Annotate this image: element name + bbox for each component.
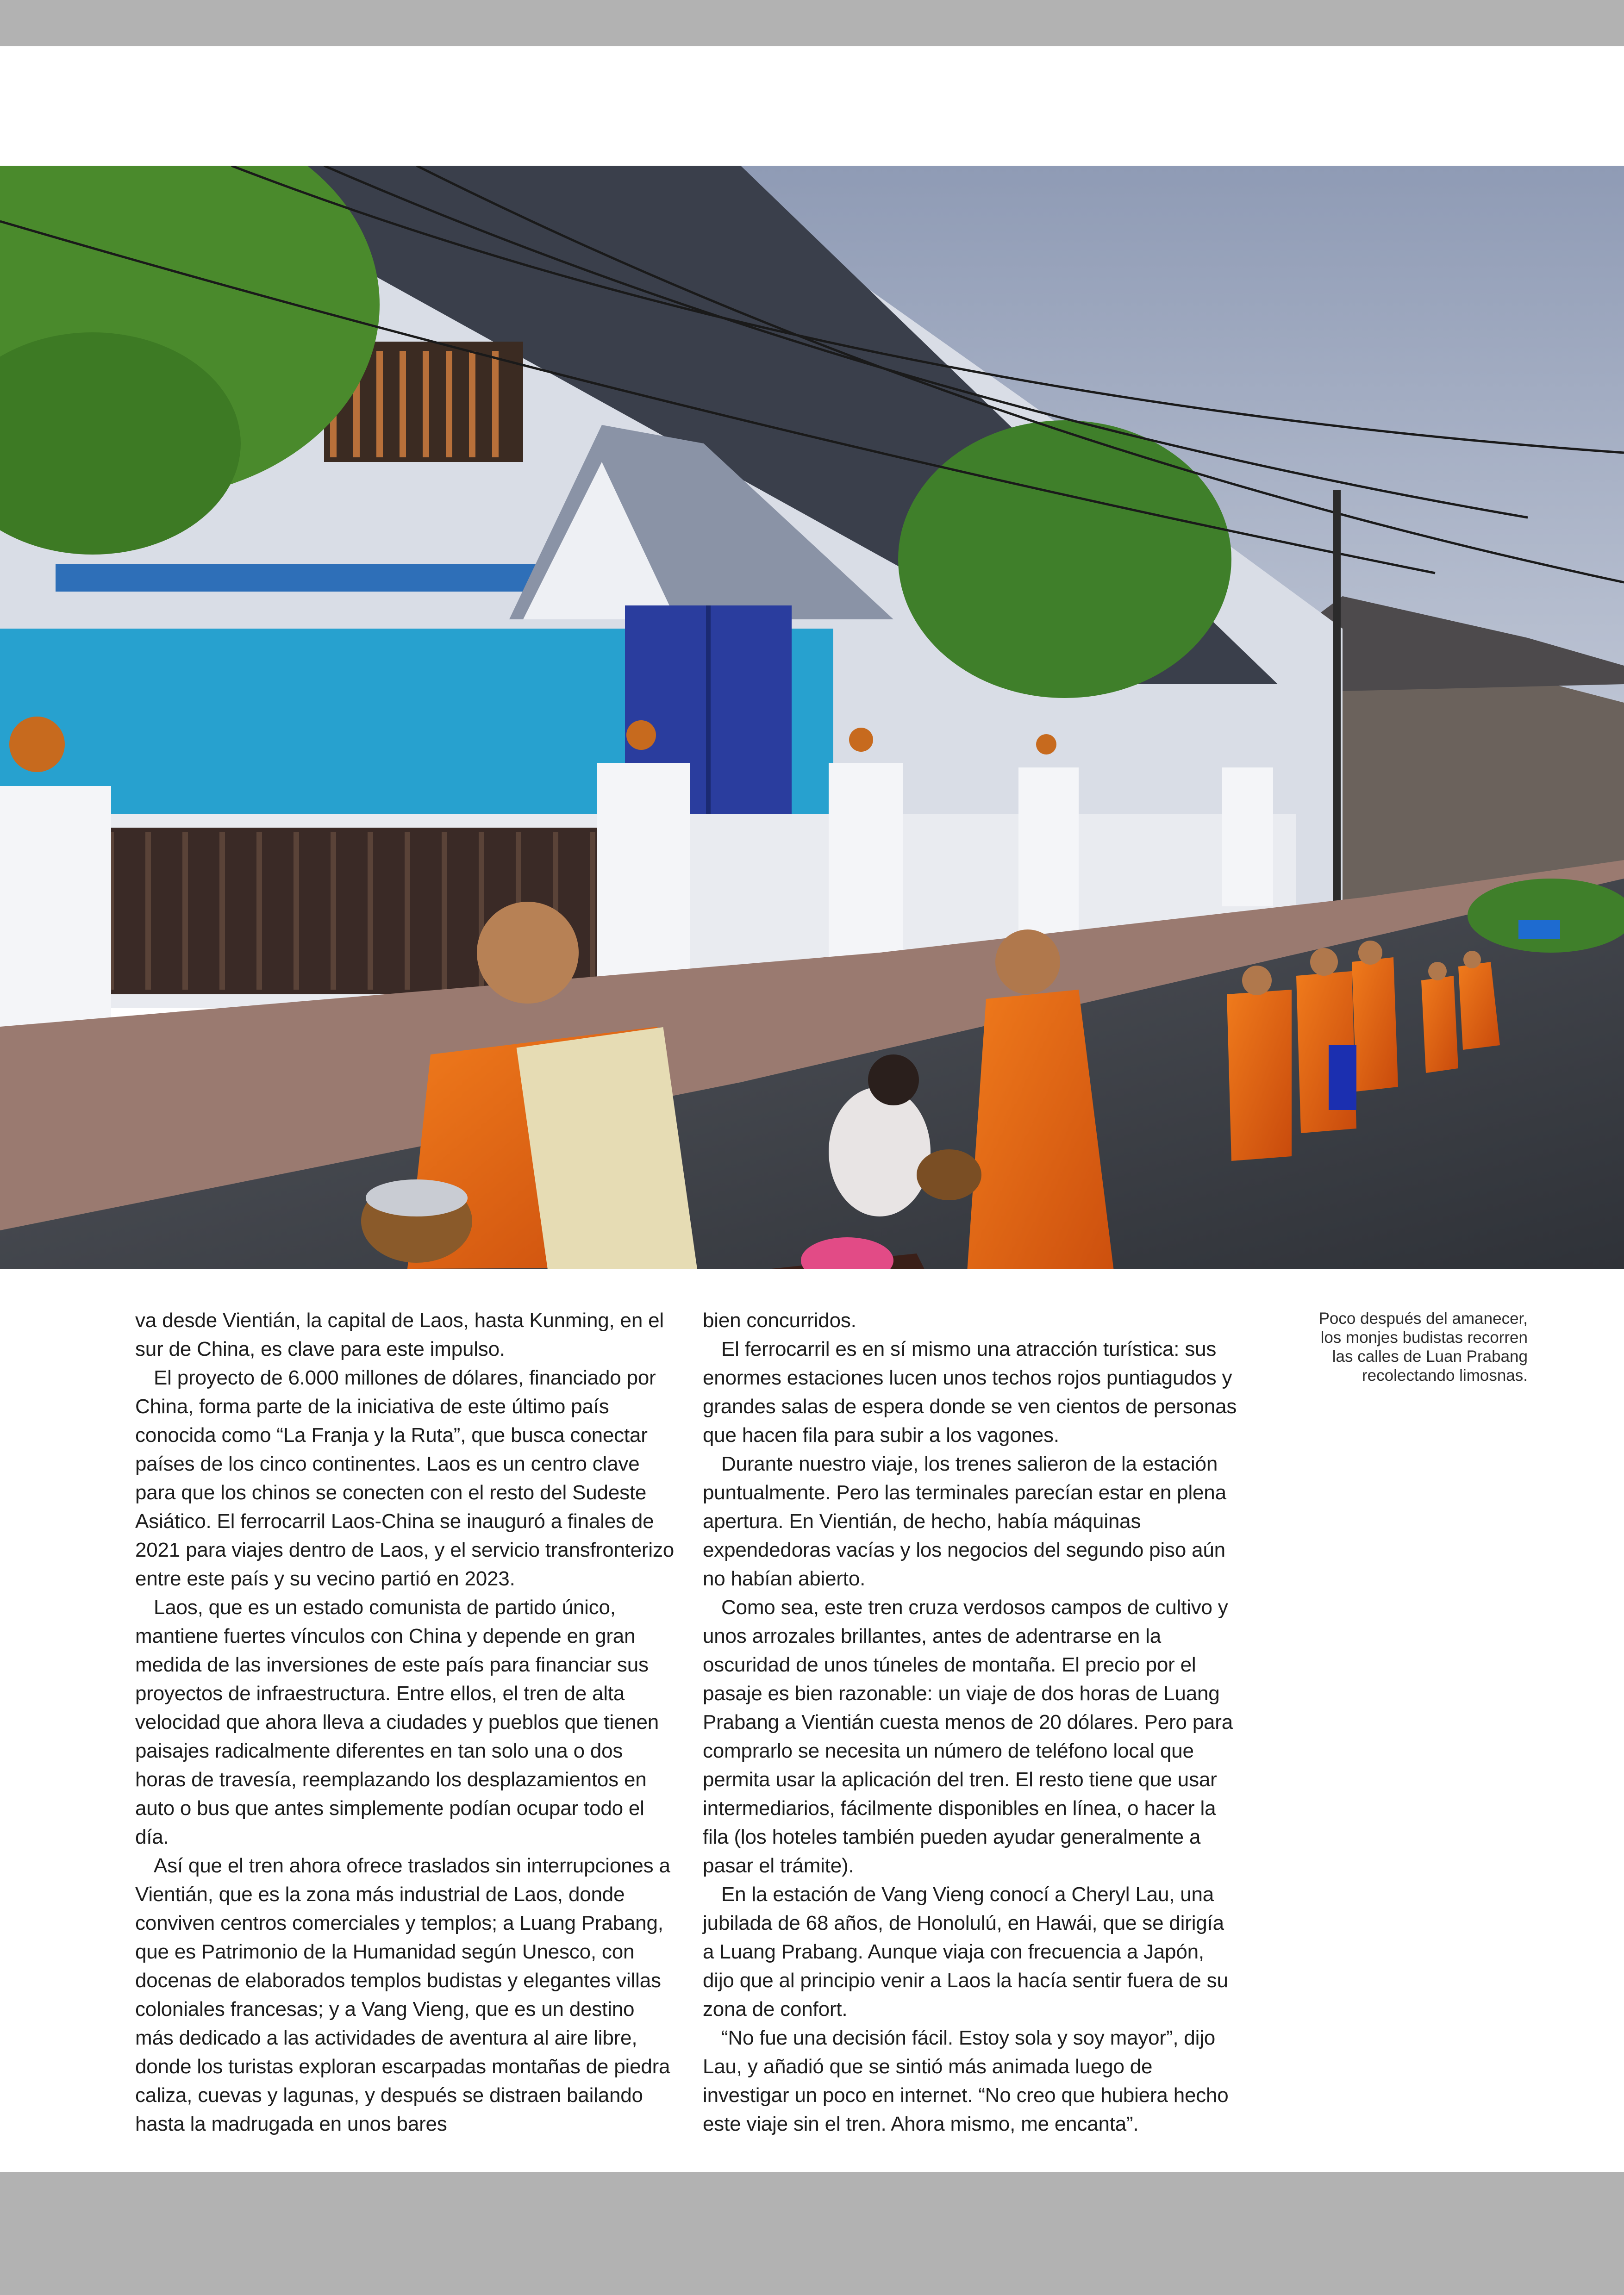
paragraph: Así que el tren ahora ofrece traslados sin interrupciones a Vientián, que es la zona más industrial de Laos, donde conviven centros comerciales y templos; a Luang Prabang, que es Patrimonio de la Humanidad según Unesco, con docenas de elaborados templos budistas y elegantes villas coloniales francesas; y a Vang Vieng, que es un destino más dedicado a las actividades de aventura al aire libre, donde los turistas exploran escarpadas montañas de piedra caliza, cuevas y lagunas, y después se distraen bailando hasta la madrugada en unos bares <box>135 1854 670 2135</box>
article-column-1 <box>135 1306 677 2139</box>
paragraph: “No fue una decisión fácil. Estoy sola y soy mayor”, dijo Lau, y añadió que se sintió más animada luego de investigar un poco en internet. “No creo que hubiera hecho este viaje sin el tren. Ahora mismo, me encanta”. <box>703 2027 1229 2135</box>
photo-illustration <box>0 166 1624 1269</box>
paragraph: va desde Vientián, la capital de Laos, hasta Kunming, en el sur de China, es clave para este impulso. <box>135 1309 664 1360</box>
paragraph: Como sea, este tren cruza verdosos campos de cultivo y unos arrozales brillantes, antes de adentrarse en la oscuridad de unos túneles de montaña. El precio por el pasaje es bien razonable: un viaje de dos horas de Luang Prabang a Vientián cuesta menos de 20 dólares. Pero para comprarlo se necesita un número de teléfono local que permita usar la aplicación del tren. El resto tiene que usar intermediarios, fácilmente disponibles en línea, o hacer la fila (los hoteles también pueden ayudar generalmente a pasar el trámite). <box>703 1596 1233 1877</box>
article-column-2 <box>703 1306 1240 2139</box>
paragraph: El proyecto de 6.000 millones de dólares, financiado por China, forma parte de la iniciativa de este último país conocida como “La Franja y la Ruta”, que busca conectar países de los cinco continentes. Laos es un centro clave para que los chinos se conecten con el resto del Sudeste Asiático. El ferrocarril Laos-China se inauguró a finales de 2021 para viajes dentro de Laos, y el servicio transfronterizo entre este país y su vecino partió en 2023. <box>135 1366 675 1590</box>
paragraph: El ferrocarril es en sí mismo una atracción turística: sus enormes estaciones lucen unos techos rojos puntiagudos y grandes salas de espera donde se ven cientos de personas que hacen fila para subir a los vagones. <box>703 1338 1237 1447</box>
photo-monks-alms-street <box>0 166 1624 1269</box>
paragraph: Durante nuestro viaje, los trenes salieron de la estación puntualmente. Pero las terminales parecían estar en plena apertura. En Vientián, de hecho, había máquinas expendedoras vacías y los negocios del segundo piso aún no habían abierto. <box>703 1453 1226 1590</box>
paragraph: En la estación de Vang Vieng conocí a Cheryl Lau, una jubilada de 68 años, de Honolulú, en Hawái, que se dirigía a Luang Prabang. Aunque viaja con frecuencia a Japón, dijo que al principio venir a Laos la hacía sentir fuera de su zona de confort. <box>703 1883 1228 2021</box>
paragraph: Laos, que es un estado comunista de partido único, mantiene fuertes vínculos con China y depende en gran medida de las inversiones de este país para financiar sus proyectos de infraestructura. Entre ellos, el tren de alta velocidad que ahora lleva a ciudades y pueblos que tienen paisajes radicalmente diferentes en tan solo una o dos horas de travesía, reemplazando los desplazamientos en auto o bus que antes simplemente podían ocupar todo el día. <box>135 1596 659 1848</box>
paragraph: bien concurridos. <box>703 1309 856 1332</box>
photo-caption: Poco después del amanecer, los monjes budistas recorren las calles de Luan Prabang recolectando limosnas. <box>1318 1310 1528 1384</box>
magazine-page <box>0 46 1624 2172</box>
